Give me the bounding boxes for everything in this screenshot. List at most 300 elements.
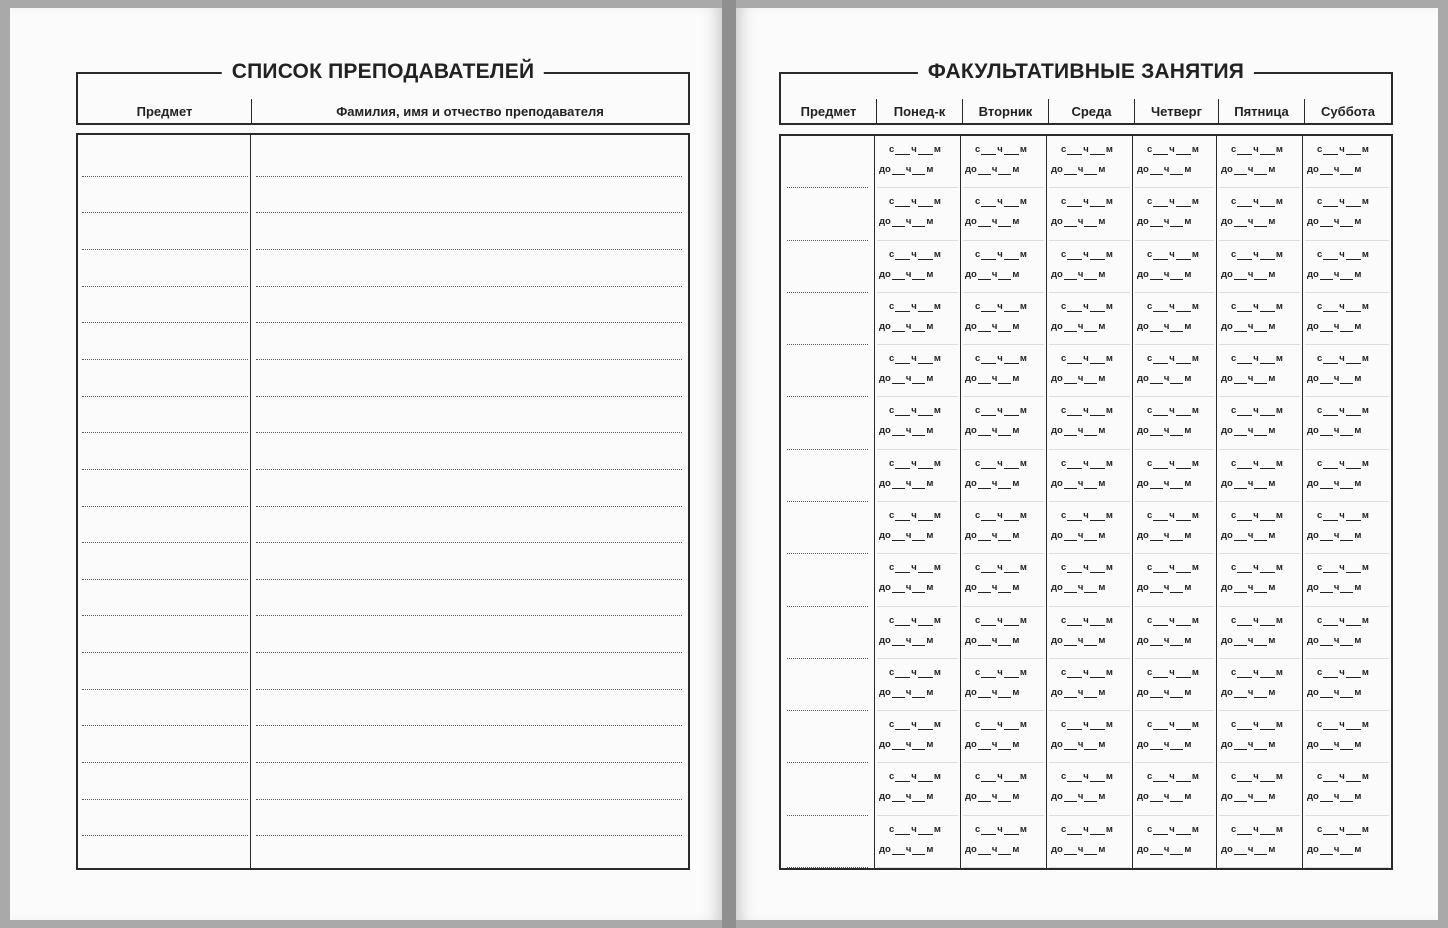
blank-underline: [1323, 460, 1338, 469]
time-from-line: с ч м: [975, 614, 1027, 626]
time-cell: [875, 554, 961, 606]
blank-underline: [1090, 512, 1105, 521]
blank-underline: [1323, 669, 1338, 678]
subject-cell: [781, 450, 875, 502]
blank-underline: [892, 166, 905, 175]
time-cell: [1133, 502, 1217, 554]
time-cell: [875, 450, 961, 502]
time-to-line: до ч м: [1137, 686, 1192, 698]
blank-underline: [1260, 198, 1275, 207]
time-to-line: до ч м: [965, 739, 1020, 751]
blank-underline: [1254, 271, 1267, 280]
time-to-line: до ч м: [1307, 634, 1362, 646]
time-cell: [1217, 607, 1303, 659]
blank-underline: [1176, 146, 1191, 155]
blank-underline: [912, 271, 925, 280]
time-from-line: с ч м: [1231, 666, 1283, 678]
blank-underline: [912, 689, 925, 698]
time-to-line: до ч м: [879, 320, 934, 332]
subject-write-line: [82, 615, 248, 616]
time-to-line: до ч м: [1137, 477, 1192, 489]
blank-underline: [1067, 251, 1082, 260]
column-header-day-4: Четверг: [1135, 99, 1219, 123]
blank-underline: [1084, 218, 1097, 227]
time-cell: [875, 397, 961, 449]
subject-write-line: [82, 396, 248, 397]
blank-underline: [895, 146, 910, 155]
time-to-line: до ч м: [1137, 268, 1192, 280]
blank-underline: [912, 846, 925, 855]
subject-write-line: [82, 249, 248, 250]
blank-underline: [1153, 721, 1168, 730]
time-cell: [1217, 450, 1303, 502]
blank-underline: [895, 460, 910, 469]
time-to-line: до ч м: [879, 477, 934, 489]
blank-underline: [895, 512, 910, 521]
time-cell: [1303, 711, 1391, 763]
blank-underline: [998, 427, 1011, 436]
subject-write-line: [82, 286, 248, 287]
time-to-line: до ч м: [1137, 425, 1192, 437]
teacher-write-line: [256, 615, 682, 616]
time-to-line: до ч м: [1137, 634, 1192, 646]
blank-underline: [918, 460, 933, 469]
blank-underline: [1346, 773, 1361, 782]
time-cell: [1047, 711, 1133, 763]
blank-underline: [998, 741, 1011, 750]
blank-underline: [998, 846, 1011, 855]
blank-underline: [1323, 773, 1338, 782]
time-from-line: с ч м: [975, 562, 1027, 574]
time-from-line: с ч м: [889, 771, 941, 783]
blank-underline: [998, 689, 1011, 698]
blank-underline: [912, 427, 925, 436]
blank-underline: [1340, 323, 1353, 332]
blank-underline: [1340, 375, 1353, 384]
column-header-day-1: Понед-к: [877, 99, 963, 123]
time-from-line: с ч м: [1061, 457, 1113, 469]
time-cell: [1047, 136, 1133, 188]
blank-underline: [1153, 460, 1168, 469]
blank-underline: [918, 721, 933, 730]
blank-underline: [918, 146, 933, 155]
blank-underline: [1064, 218, 1077, 227]
time-to-line: до ч м: [1221, 425, 1276, 437]
time-to-line: до ч м: [1137, 164, 1192, 175]
blank-underline: [1176, 460, 1191, 469]
time-from-line: с ч м: [1147, 405, 1199, 417]
time-from-line: с ч м: [1061, 562, 1113, 574]
time-cell: [961, 554, 1047, 606]
blank-underline: [1237, 617, 1252, 626]
time-to-line: до ч м: [965, 582, 1020, 594]
blank-underline: [1170, 218, 1183, 227]
time-to-line: до ч м: [879, 686, 934, 698]
subject-write-line: [82, 506, 248, 507]
time-cell: [875, 607, 961, 659]
teacher-write-line: [256, 579, 682, 580]
blank-underline: [1260, 407, 1275, 416]
blank-underline: [1340, 741, 1353, 750]
blank-underline: [892, 741, 905, 750]
blank-underline: [1234, 532, 1247, 541]
blank-underline: [1170, 375, 1183, 384]
page-title: СПИСОК ПРЕПОДАВАТЕЛЕЙ: [222, 60, 544, 84]
time-from-line: с ч м: [1147, 248, 1199, 260]
book-spine: [722, 0, 736, 928]
blank-underline: [895, 355, 910, 364]
time-to-line: до ч м: [1051, 164, 1106, 175]
time-cell: [961, 241, 1047, 293]
blank-underline: [1067, 460, 1082, 469]
blank-underline: [1170, 584, 1183, 593]
blank-underline: [1067, 146, 1082, 155]
time-cell: [1133, 293, 1217, 345]
time-to-line: до ч м: [1137, 843, 1192, 855]
time-cell: [1133, 763, 1217, 815]
blank-underline: [1067, 198, 1082, 207]
blank-underline: [1064, 427, 1077, 436]
blank-underline: [1237, 721, 1252, 730]
blank-underline: [1004, 721, 1019, 730]
time-to-line: до ч м: [1137, 216, 1192, 228]
time-to-line: до ч м: [1307, 425, 1362, 437]
time-cell: [1133, 188, 1217, 240]
blank-underline: [1260, 460, 1275, 469]
time-from-line: с ч м: [889, 614, 941, 626]
blank-underline: [918, 303, 933, 312]
teacher-write-line: [256, 652, 682, 653]
time-from-line: с ч м: [1061, 719, 1113, 731]
time-from-line: с ч м: [889, 509, 941, 521]
time-to-line: до ч м: [965, 373, 1020, 385]
time-to-line: до ч м: [1221, 529, 1276, 541]
time-to-line: до ч м: [965, 686, 1020, 698]
blank-underline: [1234, 427, 1247, 436]
blank-underline: [978, 323, 991, 332]
time-from-line: с ч м: [889, 405, 941, 417]
blank-underline: [998, 532, 1011, 541]
subject-write-line: [82, 359, 248, 360]
time-from-line: с ч м: [1317, 405, 1369, 417]
teacher-write-line: [256, 249, 682, 250]
blank-underline: [981, 773, 996, 782]
blank-underline: [1346, 355, 1361, 364]
time-from-line: с ч м: [1147, 300, 1199, 312]
blank-underline: [1254, 689, 1267, 698]
time-cell: [1047, 816, 1133, 868]
time-cell: [1133, 345, 1217, 397]
blank-underline: [1323, 721, 1338, 730]
time-cell: [1217, 293, 1303, 345]
time-to-line: до ч м: [1051, 373, 1106, 385]
time-cell: [961, 763, 1047, 815]
blank-underline: [1234, 637, 1247, 646]
blank-underline: [918, 355, 933, 364]
blank-underline: [895, 669, 910, 678]
time-to-line: до ч м: [1051, 634, 1106, 646]
subject-write-line: [82, 652, 248, 653]
time-to-line: до ч м: [1137, 529, 1192, 541]
teacher-write-line: [256, 176, 682, 177]
time-to-line: до ч м: [1051, 739, 1106, 751]
blank-underline: [912, 480, 925, 489]
blank-underline: [1067, 617, 1082, 626]
subject-cell: [781, 659, 875, 711]
blank-underline: [1090, 198, 1105, 207]
time-to-line: до ч м: [1137, 791, 1192, 803]
subject-cell: [781, 502, 875, 554]
blank-underline: [978, 375, 991, 384]
blank-underline: [1067, 407, 1082, 416]
time-to-line: до ч м: [965, 216, 1020, 228]
blank-underline: [1150, 793, 1163, 802]
blank-underline: [1150, 166, 1163, 175]
blank-underline: [1064, 584, 1077, 593]
blank-underline: [1176, 355, 1191, 364]
time-cell: [1047, 345, 1133, 397]
time-to-line: до ч м: [965, 634, 1020, 646]
time-from-line: с ч м: [1061, 509, 1113, 521]
time-from-line: с ч м: [975, 771, 1027, 783]
blank-underline: [1170, 323, 1183, 332]
blank-underline: [1320, 584, 1333, 593]
time-cell: [1303, 607, 1391, 659]
blank-underline: [1004, 773, 1019, 782]
blank-underline: [892, 480, 905, 489]
subject-write-line: [82, 579, 248, 580]
time-from-line: с ч м: [1317, 666, 1369, 678]
blank-underline: [912, 323, 925, 332]
blank-underline: [1234, 689, 1247, 698]
blank-underline: [892, 793, 905, 802]
blank-underline: [1176, 669, 1191, 678]
time-from-line: с ч м: [975, 300, 1027, 312]
blank-underline: [1176, 251, 1191, 260]
time-from-line: с ч м: [975, 666, 1027, 678]
time-to-line: до ч м: [965, 529, 1020, 541]
subject-cell: [781, 293, 875, 345]
time-from-line: с ч м: [1147, 144, 1199, 155]
blank-underline: [1346, 146, 1361, 155]
blank-underline: [1346, 669, 1361, 678]
blank-underline: [1176, 303, 1191, 312]
blank-underline: [1064, 166, 1077, 175]
column-header-day-3: Среда: [1049, 99, 1135, 123]
time-from-line: с ч м: [1317, 300, 1369, 312]
blank-underline: [1237, 460, 1252, 469]
left-page: [10, 8, 722, 920]
teacher-write-line: [256, 835, 682, 836]
time-to-line: до ч м: [1051, 529, 1106, 541]
blank-underline: [1346, 617, 1361, 626]
blank-underline: [892, 637, 905, 646]
blank-underline: [1234, 218, 1247, 227]
blank-underline: [892, 323, 905, 332]
blank-underline: [1254, 427, 1267, 436]
column-header-subject: Предмет: [781, 99, 877, 123]
time-to-line: до ч м: [1307, 164, 1362, 175]
subject-write-line: [82, 176, 248, 177]
time-from-line: с ч м: [975, 457, 1027, 469]
blank-underline: [1234, 584, 1247, 593]
teacher-write-line: [256, 286, 682, 287]
time-cell: [1303, 450, 1391, 502]
blank-underline: [981, 564, 996, 573]
blank-underline: [1150, 323, 1163, 332]
time-to-line: до ч м: [1307, 843, 1362, 855]
blank-underline: [1237, 198, 1252, 207]
blank-underline: [1237, 826, 1252, 835]
blank-underline: [892, 846, 905, 855]
time-cell: [1303, 659, 1391, 711]
blank-underline: [981, 251, 996, 260]
blank-underline: [1340, 584, 1353, 593]
blank-underline: [1323, 617, 1338, 626]
time-from-line: с ч м: [889, 457, 941, 469]
blank-underline: [1064, 480, 1077, 489]
time-to-line: до ч м: [1137, 320, 1192, 332]
blank-underline: [1176, 564, 1191, 573]
blank-underline: [1004, 617, 1019, 626]
time-cell: [1133, 554, 1217, 606]
time-from-line: с ч м: [1147, 457, 1199, 469]
time-to-line: до ч м: [1221, 477, 1276, 489]
blank-underline: [1176, 773, 1191, 782]
time-to-line: до ч м: [1221, 791, 1276, 803]
blank-underline: [1153, 512, 1168, 521]
blank-underline: [912, 166, 925, 175]
blank-underline: [1090, 669, 1105, 678]
blank-underline: [978, 480, 991, 489]
blank-underline: [912, 532, 925, 541]
blank-underline: [1234, 793, 1247, 802]
blank-underline: [1340, 480, 1353, 489]
time-from-line: с ч м: [1231, 196, 1283, 208]
time-to-line: до ч м: [1221, 164, 1276, 175]
blank-underline: [1340, 532, 1353, 541]
blank-underline: [1237, 146, 1252, 155]
time-from-line: с ч м: [889, 353, 941, 365]
blank-underline: [1084, 689, 1097, 698]
time-from-line: с ч м: [1231, 562, 1283, 574]
blank-underline: [998, 637, 1011, 646]
blank-underline: [1237, 512, 1252, 521]
blank-underline: [1004, 146, 1019, 155]
blank-underline: [912, 637, 925, 646]
blank-underline: [918, 564, 933, 573]
time-from-line: с ч м: [975, 823, 1027, 835]
blank-underline: [978, 271, 991, 280]
blank-underline: [1004, 564, 1019, 573]
time-to-line: до ч м: [1137, 582, 1192, 594]
time-from-line: с ч м: [1147, 823, 1199, 835]
blank-underline: [892, 689, 905, 698]
blank-underline: [1234, 741, 1247, 750]
time-to-line: до ч м: [1307, 739, 1362, 751]
blank-underline: [1260, 826, 1275, 835]
time-cell: [875, 188, 961, 240]
blank-underline: [978, 846, 991, 855]
time-cell: [875, 241, 961, 293]
teachers-table: [76, 133, 690, 870]
time-from-line: с ч м: [1231, 719, 1283, 731]
blank-underline: [892, 218, 905, 227]
time-to-line: до ч м: [879, 216, 934, 228]
time-from-line: с ч м: [975, 248, 1027, 260]
time-cell: [875, 711, 961, 763]
subject-write-line: [82, 212, 248, 213]
blank-underline: [1176, 407, 1191, 416]
blank-underline: [1064, 741, 1077, 750]
blank-underline: [1150, 375, 1163, 384]
time-from-line: с ч м: [1061, 196, 1113, 208]
blank-underline: [895, 198, 910, 207]
time-cell: [961, 450, 1047, 502]
teacher-write-line: [256, 542, 682, 543]
time-to-line: до ч м: [965, 477, 1020, 489]
subject-cell: [781, 607, 875, 659]
time-to-line: до ч м: [1221, 634, 1276, 646]
blank-underline: [1064, 846, 1077, 855]
time-from-line: с ч м: [975, 405, 1027, 417]
blank-underline: [918, 617, 933, 626]
blank-underline: [1346, 198, 1361, 207]
blank-underline: [1234, 271, 1247, 280]
time-from-line: с ч м: [1061, 823, 1113, 835]
teacher-write-line: [256, 689, 682, 690]
time-to-line: до ч м: [1307, 477, 1362, 489]
blank-underline: [981, 512, 996, 521]
blank-underline: [1170, 793, 1183, 802]
subject-cell: [781, 397, 875, 449]
time-cell: [1303, 763, 1391, 815]
page-title: ФАКУЛЬТАТИВНЫЕ ЗАНЯТИЯ: [918, 60, 1254, 84]
blank-underline: [1004, 407, 1019, 416]
time-from-line: с ч м: [1147, 509, 1199, 521]
blank-underline: [1260, 721, 1275, 730]
blank-underline: [978, 166, 991, 175]
time-cell: [875, 502, 961, 554]
blank-underline: [1346, 407, 1361, 416]
time-to-line: до ч м: [1051, 686, 1106, 698]
blank-underline: [1064, 375, 1077, 384]
blank-underline: [1260, 303, 1275, 312]
time-cell: [961, 607, 1047, 659]
blank-underline: [1237, 303, 1252, 312]
blank-underline: [998, 480, 1011, 489]
blank-underline: [1153, 198, 1168, 207]
time-cell: [1047, 450, 1133, 502]
time-from-line: с ч м: [1317, 353, 1369, 365]
blank-underline: [912, 375, 925, 384]
blank-underline: [1084, 427, 1097, 436]
time-from-line: с ч м: [1147, 353, 1199, 365]
teacher-write-line: [256, 469, 682, 470]
blank-underline: [1153, 617, 1168, 626]
blank-underline: [1323, 251, 1338, 260]
blank-underline: [1340, 166, 1353, 175]
time-from-line: с ч м: [1317, 771, 1369, 783]
blank-underline: [1254, 218, 1267, 227]
time-to-line: до ч м: [1137, 373, 1192, 385]
blank-underline: [892, 584, 905, 593]
blank-underline: [918, 407, 933, 416]
blank-underline: [1150, 427, 1163, 436]
column-header-day-5: Пятница: [1219, 99, 1305, 123]
time-cell: [1217, 763, 1303, 815]
blank-underline: [1340, 427, 1353, 436]
